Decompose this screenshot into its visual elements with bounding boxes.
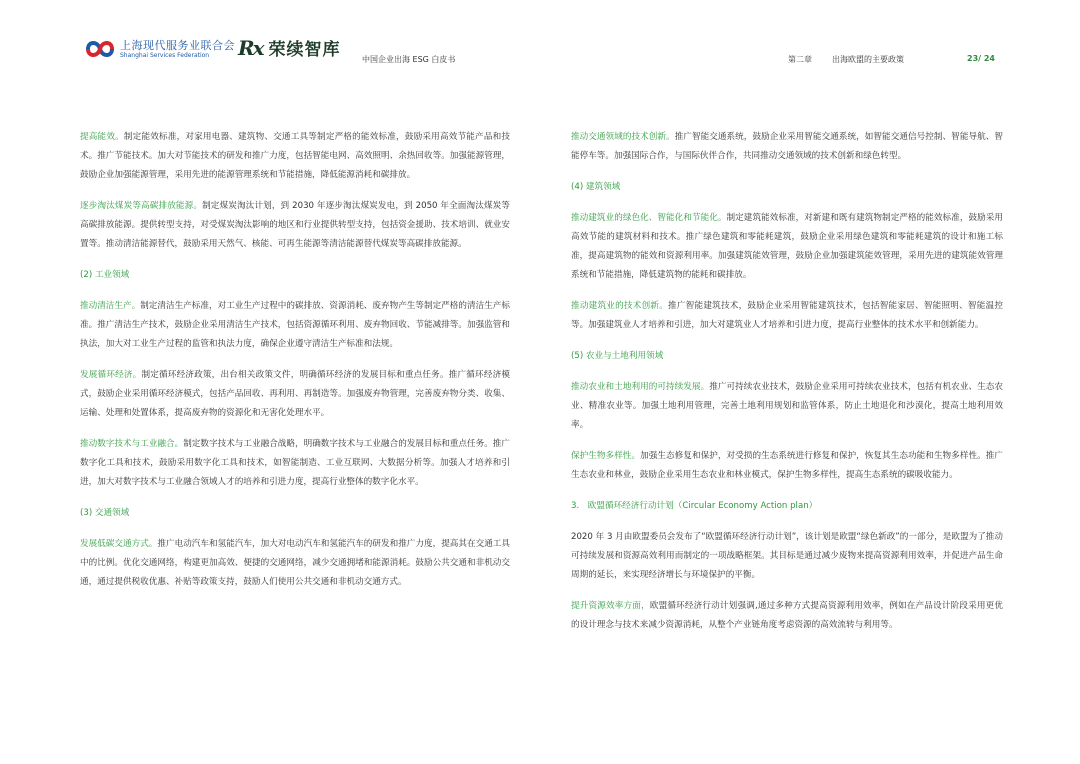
- federation-logo: [84, 36, 235, 62]
- section-heading: 3. 欧盟循环经济行动计划（Circular Economy Action plan）: [571, 501, 818, 511]
- paragraph-text: 欧盟循环经济行动计划强调,通过多种方式提高资源利用效率，例如在产品设计阶段采用更优的设计理念与技术来减少资源消耗，从整个产业链角度考虑资源的高效流转与利用等。: [571, 601, 1003, 630]
- paragraph: [571, 528, 1003, 585]
- think-tank-logo: [238, 35, 341, 60]
- paragraph-lead: 发展低碳交通方式。: [80, 539, 158, 549]
- federation-emblem-icon: [84, 36, 116, 62]
- think-tank-name: 荣续智库: [268, 40, 341, 60]
- paragraph: [80, 128, 510, 185]
- section-heading: (4) 建筑领域: [571, 182, 621, 192]
- paragraph: [80, 435, 510, 492]
- paragraph-text: 制定数字技术与工业融合战略，明确数字技术与工业融合的发展目标和重点任务。推广数字化工具和技术，鼓励采用数字化工具和技术，如智能制造、工业互联网、大数据分析等。加强人才培养和引进，加大对数字技术与工业融合领域人才的培养和引进力度，提高行业整体的数字化水平。: [80, 439, 510, 487]
- rx-logo-mark: Rx: [238, 35, 263, 60]
- paragraph-lead: 推动建筑业的技术创新。: [571, 301, 669, 311]
- paragraph-lead: 保护生物多样性。: [571, 451, 641, 461]
- page-header: [0, 0, 1080, 80]
- paragraph-text: 制定能效标准，对家用电器、建筑物、交通工具等制定严格的能效标准，鼓励采用高效节能产品和技术。推广节能技术。加大对节能技术的研发和推广力度，包括智能电网、高效照明、余热回收等。加强能源管理，鼓励企业加强能源管理，采用先进的能源管理系统和节能措施，降低能源消耗和碳排放。: [80, 132, 510, 180]
- paragraph: [571, 209, 1003, 285]
- paragraph-lead: 推动清洁生产。: [80, 301, 141, 311]
- left-column: [80, 128, 510, 604]
- paragraph: [571, 447, 1003, 485]
- paragraph: [571, 378, 1003, 435]
- section-heading: (5) 农业与土地利用领域: [571, 351, 664, 361]
- paragraph-lead: 推动农业和土地利用的可持续发展。: [571, 382, 710, 392]
- federation-name-en: Shanghai Services Federation: [120, 51, 210, 59]
- paragraph: [80, 197, 510, 254]
- paragraph: [80, 366, 510, 423]
- chapter-label: 第二章: [788, 55, 812, 64]
- paragraph-lead: 发展循环经济。: [80, 370, 142, 380]
- paragraph-text: 推广电动汽车和氢能汽车，加大对电动汽车和氢能汽车的研发和推广力度，提高其在交通工具中的比例。优化交通网络，构建更加高效、便捷的交通网络，减少交通拥堵和能源消耗。鼓励公共交通和非机动交通，通过提供税收优惠、补贴等政策支持，鼓励人们使用公共交通和非机动交通方式。: [80, 539, 510, 587]
- paragraph: [571, 128, 1003, 166]
- paragraph-lead: 推动建筑业的绿色化、智能化和节能化。: [571, 213, 727, 223]
- section-heading: (3) 交通领域: [80, 508, 130, 518]
- paragraph-text: 制定建筑能效标准，对新建和既有建筑物制定严格的能效标准，鼓励采用高效节能的建筑材料和技术。推广绿色建筑和零能耗建筑，鼓励企业采用绿色建筑和零能耗建筑的设计和施工标准，提高建筑物的能效和资源利用率。加强建筑能效管理，鼓励企业加强建筑能效管理，采用先进的建筑能效管理系统和节能措施，降低建筑物的能耗和碳排放。: [571, 213, 1003, 280]
- paragraph-lead: 推动数字技术与工业融合。: [80, 439, 184, 449]
- paragraph-lead: 提高能效。: [80, 132, 124, 142]
- page-number: 23/ 24: [967, 54, 995, 63]
- paragraph-text: 2020 年 3 月由欧盟委员会发布了“欧盟循环经济行动计划”，该计划是欧盟“绿色新政”的一部分，是欧盟为了推动可持续发展和资源高效利用而制定的一项战略框架。其目标是通过减少废物来提高资源利用效率，并促进产品生命周期的延长，来实现经济增长与环境保护的平衡。: [571, 532, 1003, 580]
- paragraph: [571, 597, 1003, 635]
- paragraph: [80, 297, 510, 354]
- federation-name-cn: 上海现代服务业联合会: [120, 38, 235, 52]
- paragraph-lead: 推动交通领域的技术创新。: [571, 132, 675, 142]
- section-label: 出海欧盟的主要政策: [832, 55, 904, 64]
- paragraph-text: 制定煤炭淘汰计划，到 2030 年逐步淘汰煤炭发电，到 2050 年全面淘汰煤炭等高碳排放能源。提供转型支持，对受煤炭淘汰影响的地区和行业提供转型支持，包括资金援助、技术培训、就业安置等。推动清洁能源替代，鼓励采用天然气、核能、可再生能源等清洁能源替代煤炭等高碳排放能源。: [80, 201, 510, 249]
- right-column: [571, 128, 1003, 647]
- paragraph-lead: 逐步淘汰煤炭等高碳排放能源。: [80, 201, 203, 211]
- report-title: 中国企业出海 ESG 白皮书: [362, 55, 456, 64]
- paragraph-text: 推广智能建筑技术，鼓励企业采用智能建筑技术，包括智能家居、智能照明、智能温控等。加强建筑业人才培养和引进，加大对建筑业人才培养和引进力度，提高行业整体的技术水平和创新能力。: [571, 301, 1003, 330]
- paragraph-lead: 提升资源效率方面，: [571, 601, 650, 611]
- paragraph-text: 制定循环经济政策，出台相关政策文件，明确循环经济的发展目标和重点任务。推广循环经济模式，鼓励企业采用循环经济模式，包括产品回收、再利用、再制造等。加强废弃物管理，完善废弃物分类、收集、运输、处理和处置体系，提高废弃物的资源化和无害化处理水平。: [80, 370, 510, 418]
- paragraph: [80, 535, 510, 592]
- paragraph-text: 推广可持续农业技术，鼓励企业采用可持续农业技术，包括有机农业、生态农业、精准农业等。加强土地利用管理，完善土地利用规划和监管体系，防止土地退化和沙漠化，提高土地利用效率。: [571, 382, 1003, 430]
- paragraph-text: 加强生态修复和保护，对受损的生态系统进行修复和保护，恢复其生态功能和生物多样性。推广生态农业和林业，鼓励企业采用生态农业和林业模式，保护生物多样性，提高生态系统的碳吸收能力。: [571, 451, 1003, 480]
- section-heading: (2) 工业领域: [80, 270, 130, 280]
- paragraph-text: 推广智能交通系统，鼓励企业采用智能交通系统，如智能交通信号控制、智能导航、智能停车等。加强国际合作，与国际伙伴合作，共同推动交通领域的技术创新和绿色转型。: [571, 132, 1003, 161]
- paragraph: [571, 297, 1003, 335]
- paragraph-text: 制定清洁生产标准，对工业生产过程中的碳排放、资源消耗、废弃物产生等制定严格的清洁生产标准。推广清洁生产技术，鼓励企业采用清洁生产技术，包括资源循环利用、废弃物回收、节能减排等。加强监管和执法，加大对工业生产过程的监管和执法力度，确保企业遵守清洁生产标准和法规。: [80, 301, 510, 349]
